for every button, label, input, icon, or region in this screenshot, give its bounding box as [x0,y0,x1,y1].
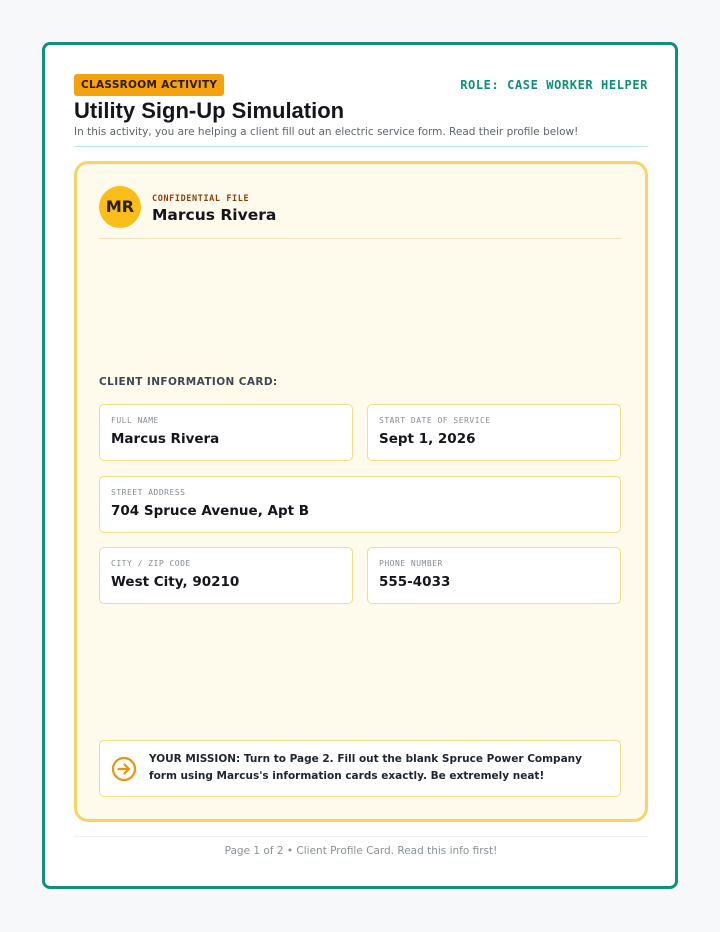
header-divider [74,146,648,147]
field-label: PHONE NUMBER [379,559,443,568]
field-city-zip [99,547,353,604]
page-footer: Page 1 of 2 • Client Profile Card. Read this info first! [224,845,498,857]
avatar: MR [99,186,141,228]
field-value: 704 Spruce Avenue, Apt B [111,503,310,519]
arrow-right-circle-icon [111,756,137,782]
field-label: START DATE OF SERVICE [379,416,491,425]
client-name: Marcus Rivera [152,206,277,224]
field-label: FULL NAME [111,416,159,425]
mission-box [99,740,621,797]
activity-badge: CLASSROOM ACTIVITY [74,74,224,96]
field-start-date [367,404,621,461]
client-profile-card [74,161,648,822]
worksheet-page [42,42,678,889]
page-subtitle: In this activity, you are helping a client fill out an electric service form. Read their profile below! [74,126,579,138]
field-label: CITY / ZIP CODE [111,559,191,568]
field-phone-number [367,547,621,604]
field-value: Sept 1, 2026 [379,431,476,447]
field-label: STREET ADDRESS [111,488,186,497]
mission-text: YOUR MISSION: Turn to Page 2. Fill out the blank Spruce Power Company form using Marcus's information cards exactly. Be extremely neat! [149,753,582,782]
profile-divider [99,238,621,239]
info-card-title: CLIENT INFORMATION CARD: [99,376,278,388]
confidential-file-label: CONFIDENTIAL FILE [152,194,250,204]
field-value: 555-4033 [379,574,451,590]
footer-divider [74,836,648,837]
field-full-name [99,404,353,461]
page-title: Utility Sign-Up Simulation [74,98,345,123]
role-label: ROLE: CASE WORKER HELPER [460,78,648,92]
field-value: Marcus Rivera [111,431,220,447]
field-street-address [99,476,621,533]
field-value: West City, 90210 [111,574,240,590]
